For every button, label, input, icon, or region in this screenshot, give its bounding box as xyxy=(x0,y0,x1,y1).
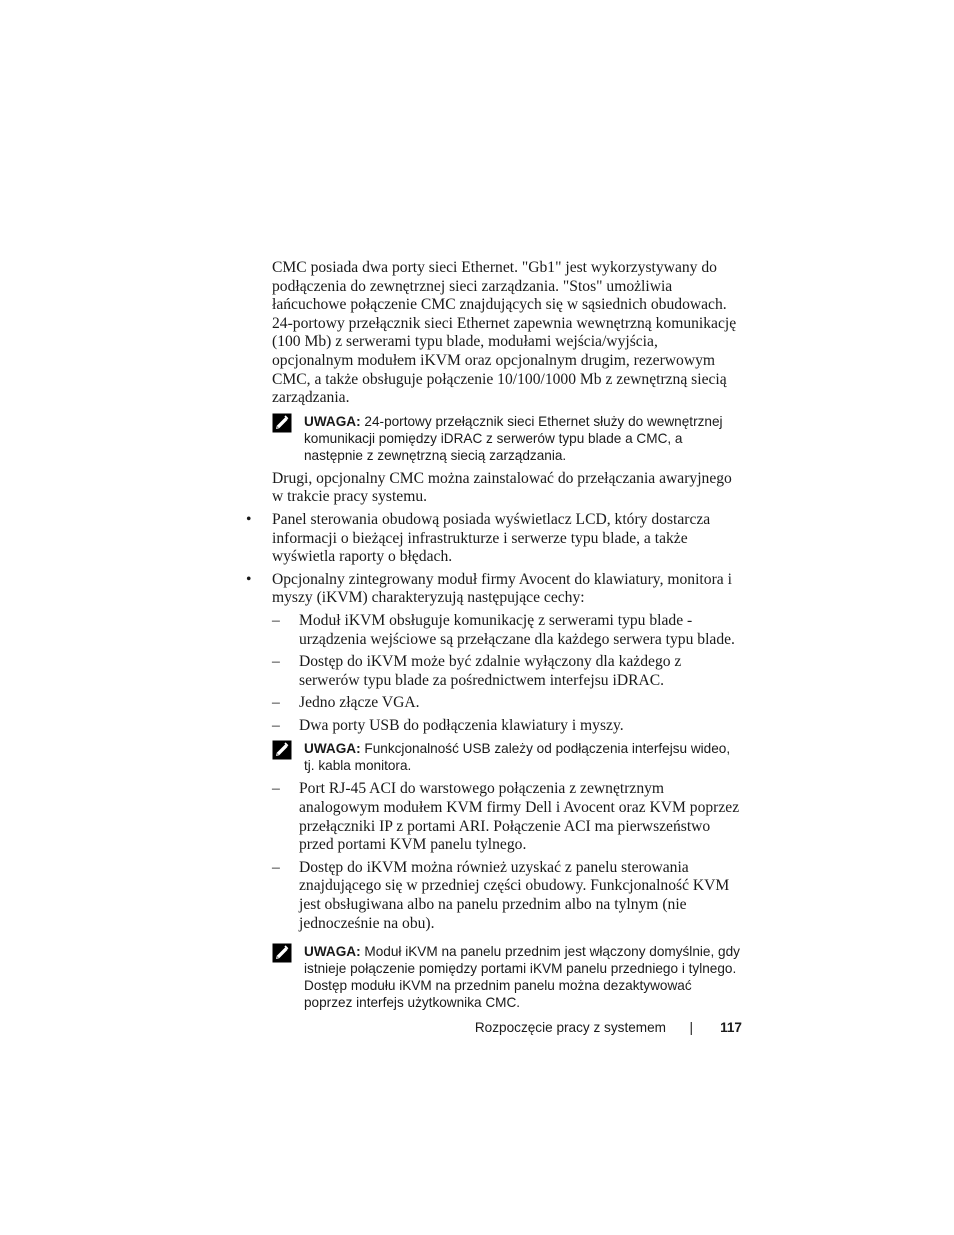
bullet-mark: • xyxy=(246,510,252,528)
note-text: 24-portowy przełącznik sieci Ethernet służy do wewnętrznej komunikacji pomiędzy iDRAC z serwerów typu blade a CMC, a następnie z zewnętrzną siecią zarządzania. xyxy=(304,413,723,463)
dash-text: Moduł iKVM obsługuje komunikację z serwerami typu blade - urządzenia wejściowe są przełączane dla każdego serwera typu blade. xyxy=(299,611,735,648)
dash-item xyxy=(272,653,742,690)
note-label: UWAGA: xyxy=(304,944,361,960)
dash-item xyxy=(272,717,742,736)
dash-item xyxy=(272,612,742,649)
dash-item xyxy=(272,780,742,854)
note-pencil-icon xyxy=(272,943,292,963)
dash-text: Dwa porty USB do podłączenia klawiatury i myszy. xyxy=(299,716,624,734)
dash-mark: – xyxy=(272,716,280,734)
note-block-1 xyxy=(272,413,742,464)
bullet-mark: • xyxy=(246,570,252,588)
bullet-item xyxy=(246,570,742,608)
page-content xyxy=(246,259,742,1017)
note-block-2 xyxy=(272,740,742,774)
dash-text: Jedno złącze VGA. xyxy=(299,694,420,712)
page-number: 117 xyxy=(720,1020,742,1035)
dash-mark: – xyxy=(272,694,280,712)
note-label: UWAGA: xyxy=(304,741,361,757)
dash-text: Dostęp do iKVM można również uzyskać z panelu sterowania znajdującego się w przedniej części obudowy. Funkcjonalność KVM jest obsługiwana albo na panelu przednim albo na tylnym (nie jednocześnie na obu). xyxy=(299,858,730,932)
note-pencil-icon xyxy=(272,413,292,433)
dash-text: Dostęp do iKVM może być zdalnie wyłączony dla każdego z serwerów typu blade za pośrednictwem interfejsu iDRAC. xyxy=(299,653,682,689)
dash-mark: – xyxy=(272,858,280,876)
dash-text: Port RJ-45 ACI do warstowego połączenia z zewnętrznym analogowym modułem KVM firmy Dell i Avocent oraz KVM poprzez przełączniki IP z portami ARI. Połączenie ACI ma pierwszeństwo przed portami KVM panelu tylnego. xyxy=(299,780,740,854)
intro-paragraph: CMC posiada dwa porty sieci Ethernet. "Gb1" jest wykorzystywany do podłączenia do zewnętrznej sieci zarządzania. "Stos" umożliwia łańcuchowe połączenie CMC znajdujących się w sąsiednich obudowach. 24-portowy przełącznik sieci Ethernet zapewnia wewnętrzną komunikację (100 Mb) z serwerami typu blade, modułami wejścia/wyjścia, opcjonalnym modułem iKVM oraz opcjonalnym drugim, rezerwowym CMC, a także obsługuje połączenie 10/100/1000 Mb z zewnętrzną siecią zarządzania. xyxy=(272,259,737,407)
dash-item xyxy=(272,859,742,933)
note-label: UWAGA: xyxy=(304,413,361,429)
note-text: Moduł iKVM na panelu przednim jest włączony domyślnie, gdy istnieje połączenie pomiędzy portami iKVM panelu przedniego i tylnego. Dostęp modułu iKVM na przednim panelu można dezaktywować poprzez interfejs użytkownika CMC. xyxy=(304,944,740,1011)
note-block-3 xyxy=(272,943,742,1011)
note-pencil-icon xyxy=(272,740,292,760)
bullet-text: Panel sterowania obudową posiada wyświetlacz LCD, który dostarcza informacji o bieżącej infrastrukturze i serwerze typu blade, a także wyświetla raporty o błędach. xyxy=(272,510,711,566)
second-paragraph: Drugi, opcjonalny CMC można zainstalować do przełączania awaryjnego w trakcie pracy systemu. xyxy=(272,469,732,506)
footer-chapter-title: Rozpoczęcie pracy z systemem xyxy=(474,1020,666,1035)
dash-item xyxy=(272,694,742,713)
dash-mark: – xyxy=(272,780,280,798)
dash-mark: – xyxy=(272,653,280,671)
bullet-item xyxy=(246,510,742,567)
dash-mark: – xyxy=(272,611,280,629)
footer-separator: | xyxy=(689,1020,693,1035)
note-text: Funkcjonalność USB zależy od podłączenia interfejsu wideo, tj. kabla monitora. xyxy=(304,741,731,774)
bullet-text: Opcjonalny zintegrowany moduł firmy Avocent do klawiatury, monitora i myszy (iKVM) charakteryzują następujące cechy: xyxy=(272,570,732,607)
